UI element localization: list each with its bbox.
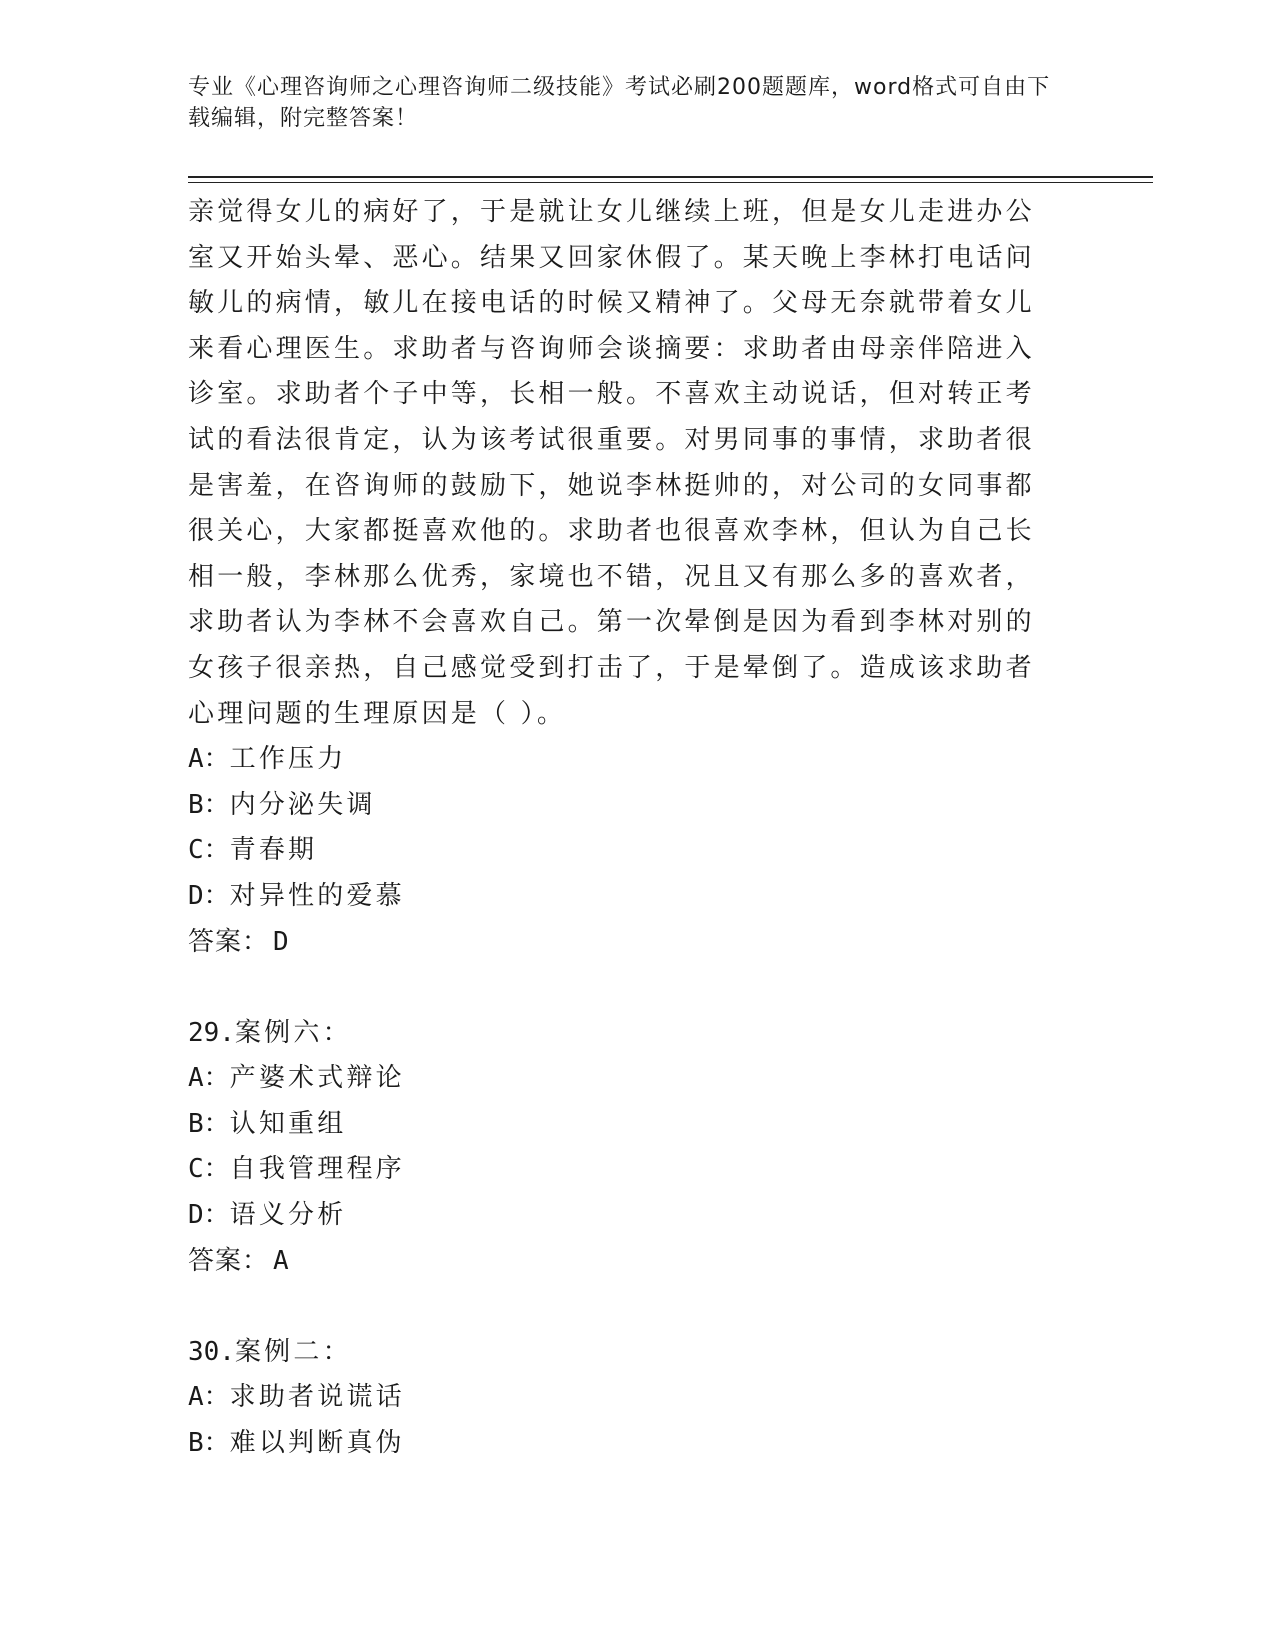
option-text: 语义分析 [229, 1200, 347, 1231]
question-number: 30. [188, 1336, 235, 1367]
header-rule-thick [188, 176, 1153, 178]
option-d [188, 1193, 1058, 1239]
option-a [188, 1375, 1058, 1421]
option-c [188, 1147, 1058, 1193]
option-letter: A： [188, 1382, 230, 1413]
answer-label: 答案： [188, 1245, 270, 1276]
spacer [188, 1284, 1058, 1330]
option-letter: D： [188, 880, 230, 911]
option-letter: C： [188, 835, 230, 866]
option-text: 认知重组 [229, 1108, 347, 1139]
answer-line [188, 920, 1058, 966]
option-text: 青春期 [229, 835, 318, 866]
option-b [188, 1102, 1058, 1148]
option-d [188, 874, 1058, 920]
document-body [188, 190, 1058, 1467]
option-a [188, 737, 1058, 783]
option-letter: C： [188, 1154, 230, 1185]
question-28 [188, 190, 1058, 965]
option-letter: B： [188, 1428, 230, 1459]
option-text: 难以判断真伪 [229, 1428, 405, 1459]
question-29 [188, 1011, 1058, 1285]
answer-label: 答案： [188, 926, 270, 957]
question-stem: 亲觉得女儿的病好了，于是就让女儿继续上班，但是女儿走进办公室又开始头晕、恶心。结果又回家休假了。某天晚上李林打电话问敏儿的病情，敏儿在接电话的时候又精神了。父母无奈就带着女儿来看心理医生。求助者与咨询师会谈摘要：求助者由母亲伴陪进入诊室。求助者个子中等，长相一般。不喜欢主动说话，但对转正考试的看法很肯定，认为该考试很重要。对男同事的事情，求助者很是害羞，在咨询师的鼓励下，她说李林挺帅的，对公司的女同事都很关心，大家都挺喜欢他的。求助者也很喜欢李林，但认为自己长相一般，李林那么优秀，家境也不错，况且又有那么多的喜欢者，求助者认为李林不会喜欢自己。第一次晕倒是因为看到李林对别的女孩子很亲热，自己感觉受到打击了，于是晕倒了。造成该求助者心理问题的生理原因是（ ）。 [188, 197, 1035, 729]
option-b [188, 783, 1058, 829]
question-number: 29. [188, 1017, 235, 1048]
option-text: 自我管理程序 [229, 1154, 405, 1185]
option-text: 求助者说谎话 [229, 1382, 405, 1413]
option-a [188, 1056, 1058, 1102]
option-c [188, 828, 1058, 874]
header-title: 专业《心理咨询师之心理咨询师二级技能》考试必刷200题题库，word格式可自由下载编辑，附完整答案！ [188, 75, 1051, 131]
document-header [188, 72, 1068, 134]
answer-value: D [273, 926, 290, 957]
question-30 [188, 1330, 1058, 1467]
option-letter: B： [188, 789, 230, 820]
option-letter: B： [188, 1108, 230, 1139]
answer-line [188, 1239, 1058, 1285]
option-text: 内分泌失调 [229, 789, 376, 820]
option-text: 对异性的爱慕 [229, 880, 405, 911]
question-title-text: 案例二： [234, 1336, 352, 1367]
question-title-text: 案例六： [234, 1017, 352, 1048]
option-letter: A： [188, 1063, 230, 1094]
answer-value: A [273, 1245, 290, 1276]
option-letter: D： [188, 1200, 230, 1231]
header-rule-thin [188, 182, 1153, 183]
spacer [188, 965, 1058, 1011]
question-title [188, 1330, 1058, 1376]
option-text: 工作压力 [229, 744, 347, 775]
option-letter: A： [188, 744, 230, 775]
option-b [188, 1421, 1058, 1467]
option-text: 产婆术式辩论 [229, 1063, 405, 1094]
question-title [188, 1011, 1058, 1057]
